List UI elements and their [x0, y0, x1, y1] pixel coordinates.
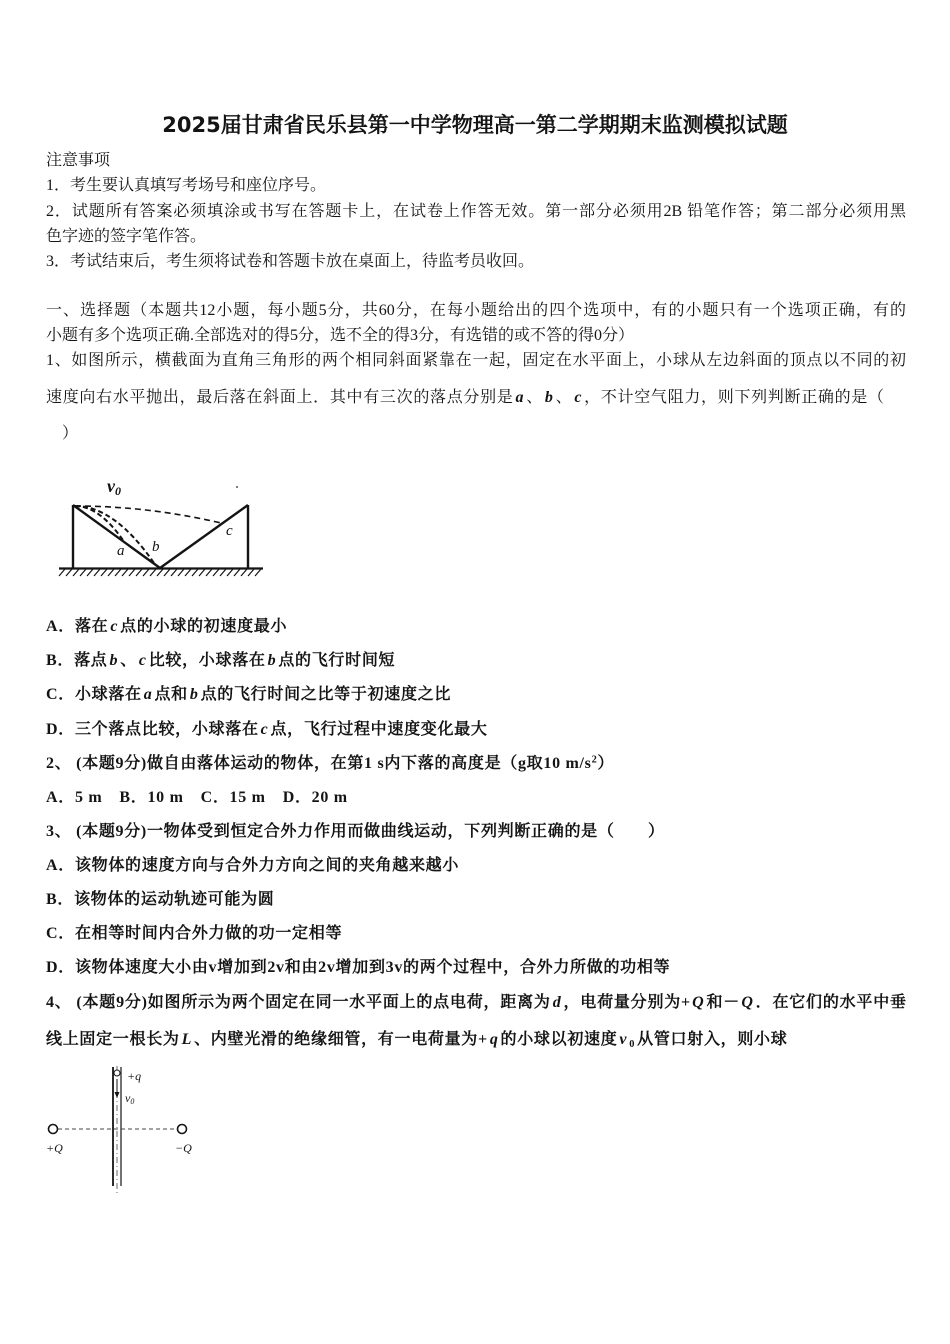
v-symbol: v	[125, 1091, 131, 1105]
section-heading-line-1: 一、选择题（本题共12小题，每小题5分，共60分，在每小题给出的四个选项中，有的小题只有一个选项正确，有的	[46, 302, 906, 319]
q3-option-d: D．该物体速度大小由v增加到2v和由2v增加到3v的两个过程中，合外力所做的功相等	[46, 959, 671, 976]
v0-label	[125, 1091, 134, 1106]
v0-label	[107, 476, 121, 498]
distance-symbol: d	[552, 994, 561, 1011]
q2-stem	[46, 753, 906, 775]
ground-hatching	[59, 569, 261, 576]
point-symbol: c	[138, 652, 147, 669]
right-incline-slope	[160, 505, 248, 568]
notice-item-3: 3．考试结束后，考生须将试卷和答题卡放在桌面上，待监考员收回。	[46, 253, 535, 270]
q4-stem-text: ，电荷量分别为+	[562, 994, 691, 1011]
stray-dot	[236, 486, 238, 488]
separator: 、	[525, 389, 543, 406]
q1-option-a	[46, 616, 906, 638]
charge-symbol: Q	[692, 994, 704, 1011]
v-subscript: 0	[130, 1097, 135, 1106]
q3-stem: 3、 (本题9分)一物体受到恒定合外力作用而做曲线运动，下列判断正确的是（ ）	[46, 823, 665, 840]
positive-charge-label: +Q	[46, 1141, 63, 1155]
v-symbol: v	[107, 476, 115, 496]
q1-option-b	[46, 650, 906, 672]
q4-stem-text: 从管口射入，则小球	[637, 1031, 788, 1048]
v-subscript: 0	[115, 484, 121, 498]
point-symbol: a	[143, 686, 153, 703]
option-text: A．落在	[46, 618, 109, 635]
q1-incline-projectile-figure	[55, 472, 275, 584]
q2-option-a: A．5 m	[46, 789, 103, 806]
q4-stem-line-1	[46, 992, 906, 1014]
q4-stem-line-2	[46, 1029, 906, 1051]
section-heading-line-2: 小题有多个选项正确.全部选对的得5分，选不全的得3分，有选错的或不答的得0分）	[46, 327, 635, 344]
trajectory-to-c	[75, 506, 221, 523]
q4-stem-text: 线上固定一根长为	[46, 1031, 180, 1048]
q2-stem-text: ）	[597, 755, 615, 772]
point-symbol: b	[267, 652, 277, 669]
unit-exponent: 2	[591, 754, 598, 766]
q4-stem-text: 的小球以初速度	[500, 1031, 618, 1048]
option-text: B．落点	[46, 652, 108, 669]
point-b-label: b	[152, 539, 160, 555]
q3-option-b: B．该物体的运动轨迹可能为圆	[46, 891, 275, 908]
notice-item-1: 1．考生要认真填写考场号和座位序号。	[46, 177, 327, 194]
q4-stem-text: 4、 (本题9分)如图所示为两个固定在同一水平面上的点电荷，距离为	[46, 994, 551, 1011]
q1-option-d	[46, 719, 906, 741]
option-text: C．小球落在	[46, 686, 142, 703]
option-text: 比较，小球落在	[148, 652, 266, 669]
q2-stem-text: 2、 (本题9分)做自由落体运动的物体，在第1 s内下落的高度是（g取10 m/s	[46, 755, 592, 772]
separator: 、	[554, 389, 573, 406]
point-symbol: c	[260, 721, 269, 738]
length-symbol: L	[181, 1031, 193, 1048]
q1-stem-line-2	[46, 387, 884, 409]
option-text: 点的小球的初速度最小	[120, 618, 288, 635]
point-c-label: c	[226, 523, 233, 539]
notice-item-2-line-2: 色字迹的签字笔作答。	[46, 228, 207, 245]
point-symbol: b	[189, 686, 199, 703]
point-b-symbol: b	[544, 389, 553, 406]
point-a-label: a	[117, 543, 125, 559]
charge-symbol: q	[489, 1031, 499, 1048]
point-symbol: b	[109, 652, 119, 669]
point-c-symbol: c	[574, 389, 582, 406]
charge-symbol: Q	[741, 994, 753, 1011]
small-ball	[114, 1070, 120, 1076]
q4-charges-tube-figure	[40, 1062, 205, 1197]
q1-stem-text: 速度向右水平抛出，最后落在斜面上．其中有三次的落点分别是	[46, 389, 514, 406]
negative-charge-label: −Q	[175, 1141, 192, 1155]
notice-item-2-line-1: 2．试题所有答案必须填涂或书写在答题卡上，在试卷上作答无效。第一部分必须用2B 铅笔作答；第二部分必须用黑	[46, 203, 906, 220]
notice-heading: 注意事项	[46, 152, 111, 169]
q1-stem-text: ，不计空气阻力，则下列判断正确的是（	[583, 389, 884, 406]
q4-stem-text: 和－	[705, 994, 740, 1011]
velocity-subscript: 0	[629, 1039, 636, 1051]
option-text: 点，飞行过程中速度变化最大	[270, 721, 488, 738]
positive-charge	[49, 1125, 58, 1134]
q1-stem-line-3: ）	[46, 425, 79, 442]
q2-options	[46, 787, 906, 809]
q1-option-c	[46, 684, 906, 706]
velocity-arrow-head	[115, 1092, 120, 1098]
q3-option-c: C．在相等时间内合外力做的功一定相等	[46, 925, 343, 942]
q3-option-a: A．该物体的速度方向与合外力方向之间的夹角越来越小	[46, 857, 460, 874]
exam-title: 2025届甘肃省民乐县第一中学物理高一第二学期期末监测模拟试题	[162, 113, 788, 137]
option-text: D．三个落点比较，小球落在	[46, 721, 259, 738]
option-text: 、	[120, 652, 137, 669]
q4-stem-text: 、内壁光滑的绝缘细管，有一电荷量为+	[194, 1031, 488, 1048]
velocity-symbol: v	[619, 1031, 628, 1048]
q2-option-b: B．10 m	[119, 789, 184, 806]
q4-stem-text: ．在它们的水平中垂	[754, 994, 906, 1011]
option-text: 点的飞行时间之比等于初速度之比	[200, 686, 452, 703]
q2-option-c: C．15 m	[200, 789, 266, 806]
negative-charge	[178, 1125, 187, 1134]
point-a-symbol: a	[515, 389, 524, 406]
q1-stem-line-1: 1、如图所示，横截面为直角三角形的两个相同斜面紧靠在一起，固定在水平面上，小球从左边斜面的顶点以不同的初	[46, 352, 906, 369]
q2-option-d: D．20 m	[282, 789, 348, 806]
point-symbol: c	[110, 618, 119, 635]
option-text: 点的飞行时间短	[278, 652, 396, 669]
ball-charge-label: +q	[127, 1069, 142, 1083]
option-text: 点和	[154, 686, 188, 703]
